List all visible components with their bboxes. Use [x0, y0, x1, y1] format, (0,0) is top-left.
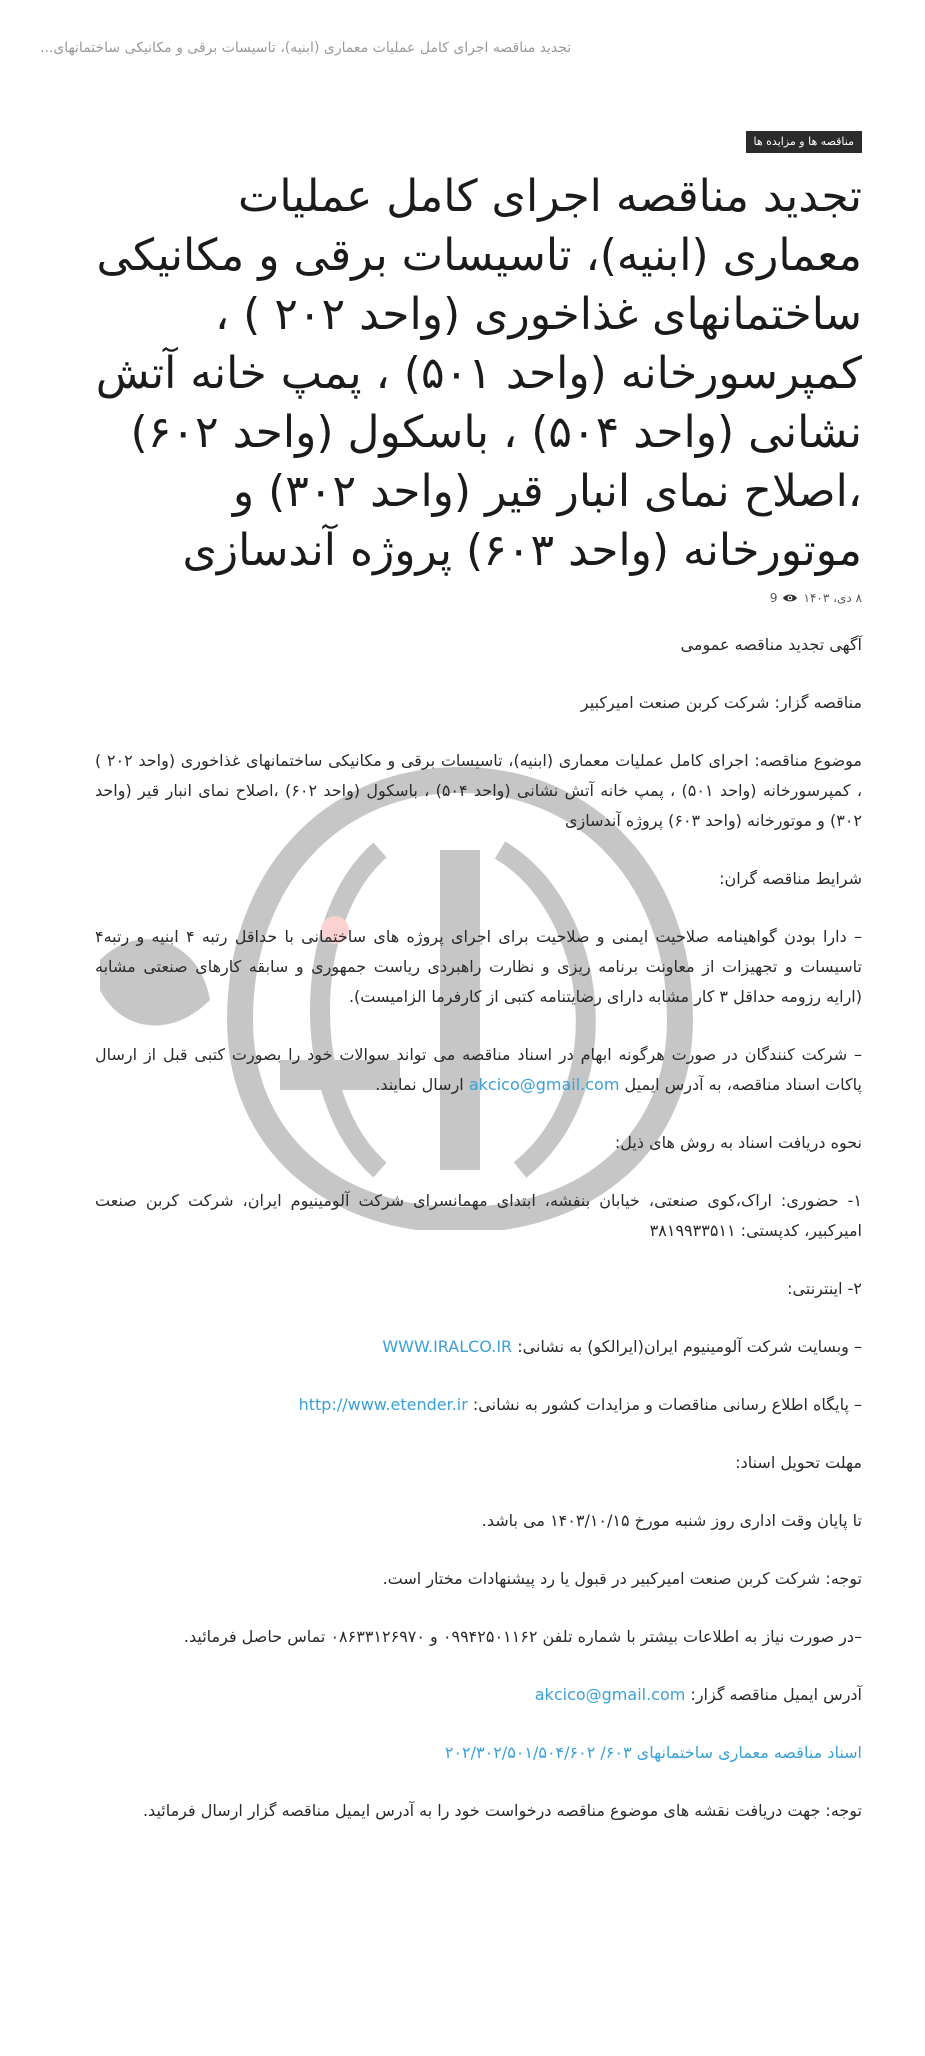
- organizer-email-label: آدرس ایمیل مناقصه گزار:: [685, 1685, 862, 1704]
- post-meta: [95, 586, 862, 610]
- post-content: [95, 630, 862, 1826]
- documents-method-heading: نحوه دریافت اسناد به روش های ذیل:: [614, 1133, 862, 1152]
- note-drawings: توجه: جهت دریافت نقشه های موضوع مناقصه درخواست خود را به آدرس ایمیل مناقصه گزار ارسال فرمائید.: [142, 1801, 862, 1820]
- deadline-heading: مهلت تحویل اسناد:: [735, 1453, 862, 1472]
- view-count: [770, 591, 798, 605]
- article: [95, 130, 862, 1854]
- conditions-heading: شرایط مناقصه گران:: [719, 869, 862, 888]
- notice-heading: آگهی تجدید مناقصه عمومی: [680, 635, 862, 654]
- website-iralco: [95, 1332, 862, 1362]
- website-etender-text: – پایگاه اطلاع رسانی مناقصات و مزایدات کشور به نشانی:: [467, 1395, 862, 1414]
- breadcrumb: تجدید مناقصه اجرای کامل عملیات معماری (ابنیه)، تاسیسات برقی و مکانیکی ساختمانهای...: [40, 40, 572, 56]
- condition-qualification: – دارا بودن گواهینامه صلاحیت ایمنی و صلاحیت برای اجرای پروژه های ساختمانی با حداقل رتبه ۴ ابنیه و رتبه۴ تاسیسات و تجهیزات از معاونت برنامه ریزی و نظارت راهبردی ریاست جمهوری و سابقه کارهای صنعتی مشابه (ارایه رزومه حداقل ۳ کار مشابه دارای رضایتنامه کتبی از کارفرما الزامیست).: [95, 927, 863, 1006]
- tender-organizer: مناقصه گزار: شرکت کربن صنعت امیرکبیر: [580, 693, 862, 712]
- documents-online: ۲- اینترنتی:: [787, 1279, 862, 1298]
- eye-icon: [782, 592, 798, 604]
- documents-in-person: ۱- حضوری: اراک،کوی صنعتی، خیابان بنفشه، ابتدای مهمانسرای شرکت آلومینیوم ایران، شرکت کربن صنعت امیرکبیر، کدپستی: ۳۸۱۹۹۳۳۵۱۱: [95, 1191, 862, 1240]
- post-date: ۸ دی، ۱۴۰۳: [803, 591, 862, 605]
- condition-questions: [95, 1040, 862, 1100]
- condition-questions-text: – شرکت کنندگان در صورت هرگونه ابهام در اسناد مناقصه می تواند سوالات خود را بصورت کتبی قبل از ارسال پاکات اسناد مناقصه، به آدرس ایمیل: [95, 1045, 862, 1094]
- deadline-text: تا پایان وقت اداری روز شنبه مورخ ۱۴۰۳/۱۰/۱۵ می باشد.: [481, 1511, 862, 1530]
- note-rights: توجه: شرکت کربن صنعت امیرکبیر در قبول یا رد پیشنهادات مختار است.: [382, 1569, 862, 1588]
- tender-subject: موضوع مناقصه: اجرای کامل عملیات معماری (ابنیه)، تاسیسات برقی و مکانیکی ساختمانهای غذاخوری (واحد ۲۰۲ ) ، کمپرسورخانه (واحد ۵۰۱) ، پمپ خانه آتش نشانی (واحد ۵۰۴) ، باسکول (واحد ۶۰۲) ،اصلاح نمای انبار قیر (واحد ۳۰۲) و موتورخانه (واحد ۶۰۳) پروژه آندسازی: [95, 751, 863, 830]
- organizer-email: [95, 1680, 862, 1710]
- category-badge[interactable]: مناقصه ها و مزایده ها: [746, 131, 862, 153]
- website-etender: [95, 1390, 862, 1420]
- condition-questions-tail: ارسال نمایند.: [375, 1075, 469, 1094]
- views-number: 9: [769, 591, 778, 605]
- organizer-email-link[interactable]: akcico@gmail.com: [534, 1685, 686, 1704]
- website-iralco-text: – وبسایت شرکت آلومینیوم ایران(ایرالکو) به نشانی:: [512, 1337, 862, 1356]
- etender-link[interactable]: http://www.etender.ir: [298, 1395, 468, 1414]
- email-link[interactable]: akcico@gmail.com: [468, 1075, 620, 1094]
- iralco-link[interactable]: WWW.IRALCO.IR: [382, 1337, 513, 1356]
- post-title: تجدید مناقصه اجرای کامل عملیات معماری (ابنیه)، تاسیسات برقی و مکانیکی ساختمانهای غذاخوری (واحد ۲۰۲ ) ، کمپرسورخانه (واحد ۵۰۱) ، پمپ خانه آتش نشانی (واحد ۵۰۴) ، باسکول (واحد ۶۰۲) ،اصلاح نمای انبار قیر (واحد ۳۰۲) و موتورخانه (واحد ۶۰۳) پروژه آندسازی: [95, 171, 862, 576]
- documents-download-link[interactable]: اسناد مناقصه معماری ساختمانهای ۶۰۳/ ۲۰۲/۳۰۲/۵۰۱/۵۰۴/۶۰۲: [444, 1743, 862, 1762]
- documents-download: [95, 1738, 862, 1768]
- contact-phone: –در صورت نیاز به اطلاعات بیشتر با شماره تلفن ۰۹۹۴۲۵۰۱۱۶۲ و ۰۸۶۳۳۱۲۶۹۷۰ تماس حاصل فرمائید.: [183, 1627, 862, 1646]
